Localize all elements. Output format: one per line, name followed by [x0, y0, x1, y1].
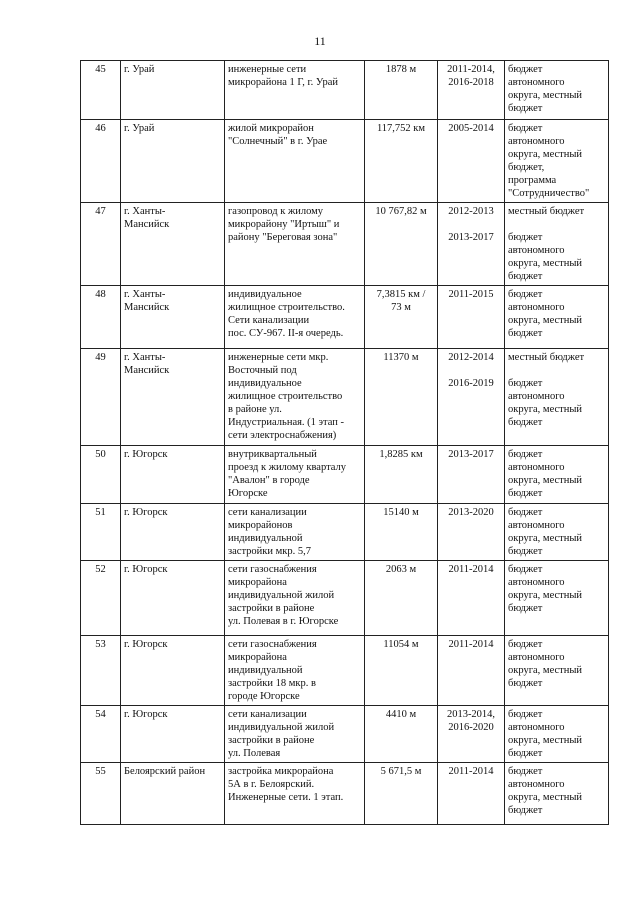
cell-funding — [505, 446, 609, 504]
cell-number: 55 — [81, 763, 121, 825]
cell-line: 2016-2018 — [448, 77, 494, 88]
cell-line: бюджет — [508, 103, 543, 114]
cell-funding — [505, 203, 609, 286]
cell-line: 73 м — [391, 302, 411, 313]
cell-locality — [121, 120, 225, 203]
cell-number: 46 — [81, 120, 121, 203]
cell-line: автономного — [508, 779, 565, 790]
table-row — [81, 61, 609, 120]
cell-line: Белоярский район — [124, 766, 206, 777]
cell-line: Мансийск — [124, 219, 170, 230]
cell-line: газопровод к жилому — [228, 206, 324, 217]
cell-line: г. Урай — [124, 123, 155, 134]
cell-line: бюджет — [508, 766, 543, 777]
cell-line: инженерные сети — [228, 64, 307, 75]
cell-period — [438, 446, 505, 504]
cell-line: индивидуальное — [228, 378, 302, 389]
cell-line: индивидуальной — [228, 533, 303, 544]
cell-line: застройки мкр. 5,7 — [228, 546, 312, 557]
cell-number: 47 — [81, 203, 121, 286]
cell-period — [438, 120, 505, 203]
table-row — [81, 636, 609, 706]
cell-line: местный бюджет — [508, 206, 585, 217]
cell-number: 54 — [81, 706, 121, 763]
cell-line: 2011-2015 — [448, 289, 494, 300]
cell-line: микрорайонов — [228, 520, 293, 531]
cell-object — [225, 446, 365, 504]
cell-line: 117,752 км — [376, 123, 426, 134]
table-row — [81, 349, 609, 446]
cell-line: автономного — [508, 462, 565, 473]
objects-table — [80, 60, 609, 825]
cell-period — [438, 504, 505, 561]
cell-period — [438, 286, 505, 349]
cell-number: 53 — [81, 636, 121, 706]
cell-line: застройка микрорайона — [228, 766, 334, 777]
cell-line: инженерные сети мкр. — [228, 352, 329, 363]
cell-line: жилой микрорайон — [228, 123, 314, 134]
cell-line: бюджет — [508, 417, 543, 428]
cell-line: бюджет — [508, 449, 543, 460]
cell-number: 45 — [81, 61, 121, 120]
cell-locality — [121, 61, 225, 120]
cell-line: бюджет, — [508, 162, 545, 173]
cell-line: г. Ханты- — [124, 289, 166, 300]
cell-line: Индустриальная. (1 этап - — [228, 417, 345, 428]
cell-number: 49 — [81, 349, 121, 446]
cell-line: округа, местный — [508, 475, 583, 486]
cell-line: автономного — [508, 722, 565, 733]
cell-number: 51 — [81, 504, 121, 561]
cell-locality — [121, 706, 225, 763]
cell-number: 48 — [81, 286, 121, 349]
cell-line: бюджет — [508, 289, 543, 300]
cell-line: автономного — [508, 391, 565, 402]
cell-object — [225, 706, 365, 763]
cell-line: бюджет — [508, 805, 543, 816]
cell-line: автономного — [508, 302, 565, 313]
cell-line: 10 767,82 м — [375, 206, 427, 217]
cell-line: автономного — [508, 520, 565, 531]
cell-funding — [505, 504, 609, 561]
cell-line: 4410 м — [385, 709, 417, 720]
cell-funding — [505, 706, 609, 763]
cell-line: округа, местный — [508, 258, 583, 269]
cell-line: округа, местный — [508, 90, 583, 101]
cell-line: индивидуальной жилой — [228, 722, 335, 733]
cell-line: жилищное строительство — [228, 391, 343, 402]
cell-locality — [121, 561, 225, 636]
cell-period — [438, 561, 505, 636]
cell-line: застройки 18 мкр. в — [228, 678, 316, 689]
table-row — [81, 120, 609, 203]
table-row — [81, 706, 609, 763]
cell-line: внутриквартальный — [228, 449, 317, 460]
cell-line: бюджет — [508, 709, 543, 720]
cell-line: г. Ханты- — [124, 352, 166, 363]
cell-line: бюджет — [508, 546, 543, 557]
cell-length — [365, 763, 438, 825]
cell-locality — [121, 763, 225, 825]
cell-funding — [505, 763, 609, 825]
cell-line: 1,8285 км — [379, 449, 423, 460]
table-row — [81, 504, 609, 561]
cell-length — [365, 561, 438, 636]
cell-line: автономного — [508, 136, 565, 147]
cell-locality — [121, 203, 225, 286]
cell-line: 2013-2020 — [448, 507, 494, 518]
cell-line: 2013-2014, — [446, 709, 496, 720]
cell-line: местный бюджет — [508, 352, 585, 363]
cell-line: сети газоснабжения — [228, 639, 317, 650]
cell-period — [438, 203, 505, 286]
cell-line: сети газоснабжения — [228, 564, 317, 575]
cell-line: округа, местный — [508, 590, 583, 601]
cell-line: в районе ул. — [228, 404, 282, 415]
cell-line: 7,3815 км / — [376, 289, 426, 300]
cell-line: 15140 м — [383, 507, 419, 518]
cell-line: округа, местный — [508, 792, 583, 803]
cell-line: 11370 м — [383, 352, 419, 363]
table-body — [81, 61, 609, 825]
cell-object — [225, 61, 365, 120]
cell-line: 2012-2014 — [448, 352, 494, 363]
cell-line: г. Урай — [124, 64, 155, 75]
cell-funding — [505, 636, 609, 706]
cell-line: микрорайона — [228, 652, 287, 663]
cell-period — [438, 349, 505, 446]
cell-length — [365, 61, 438, 120]
cell-line: микрорайона 1 Г, г. Урай — [228, 77, 338, 88]
table-row — [81, 203, 609, 286]
cell-length — [365, 636, 438, 706]
cell-locality — [121, 504, 225, 561]
cell-line: городе Югорске — [228, 691, 300, 702]
cell-period — [438, 636, 505, 706]
page-number: 11 — [314, 34, 326, 48]
cell-object — [225, 504, 365, 561]
cell-line: бюджет — [508, 232, 543, 243]
cell-line: бюджет — [508, 64, 543, 75]
cell-line: автономного — [508, 577, 565, 588]
cell-line: сети канализации — [228, 709, 307, 720]
table-row — [81, 561, 609, 636]
cell-line: бюджет — [508, 378, 543, 389]
cell-line: Инженерные сети. 1 этап. — [228, 792, 344, 803]
cell-line: г. Югорск — [124, 639, 168, 650]
cell-line: 2011-2014 — [448, 639, 494, 650]
table-row — [81, 286, 609, 349]
cell-length — [365, 203, 438, 286]
cell-object — [225, 763, 365, 825]
cell-line: микрорайона — [228, 577, 287, 588]
cell-line: "Солнечный" в г. Урае — [228, 136, 328, 147]
cell-line: 2011-2014, — [447, 64, 495, 75]
cell-line: округа, местный — [508, 404, 583, 415]
cell-line: индивидуальной жилой — [228, 590, 335, 601]
cell-line: округа, местный — [508, 315, 583, 326]
cell-length — [365, 706, 438, 763]
cell-line: ул. Полевая — [228, 748, 281, 759]
cell-line: г. Югорск — [124, 564, 168, 575]
cell-line: 2011-2014 — [448, 564, 494, 575]
cell-line: автономного — [508, 245, 565, 256]
cell-line: пос. СУ-967. II-я очередь. — [228, 328, 344, 339]
cell-line: "Авалон" в городе — [228, 475, 310, 486]
cell-funding — [505, 286, 609, 349]
cell-line: бюджет — [508, 564, 543, 575]
cell-line: 11054 м — [383, 639, 419, 650]
cell-line: бюджет — [508, 328, 543, 339]
cell-object — [225, 203, 365, 286]
cell-line: автономного — [508, 77, 565, 88]
cell-locality — [121, 349, 225, 446]
cell-line: 5А в г. Белоярский. — [228, 779, 315, 790]
cell-line: 2011-2014 — [448, 766, 494, 777]
cell-line: Сети канализации — [228, 315, 310, 326]
cell-line: округа, местный — [508, 149, 583, 160]
cell-object — [225, 561, 365, 636]
cell-object — [225, 120, 365, 203]
cell-length — [365, 120, 438, 203]
cell-line: 2016-2019 — [448, 378, 494, 389]
cell-period — [438, 763, 505, 825]
cell-line: г. Ханты- — [124, 206, 166, 217]
cell-line: бюджет — [508, 123, 543, 134]
cell-line: сети канализации — [228, 507, 307, 518]
cell-line: ул. Полевая в г. Югорске — [228, 616, 339, 627]
cell-length — [365, 286, 438, 349]
cell-line: 2013-2017 — [448, 449, 494, 460]
cell-line: программа — [508, 175, 557, 186]
cell-line: г. Югорск — [124, 449, 168, 460]
cell-funding — [505, 61, 609, 120]
cell-line: индивидуальное — [228, 289, 302, 300]
cell-line: сети электроснабжения) — [228, 430, 337, 441]
cell-line: бюджет — [508, 603, 543, 614]
cell-line: району "Береговая зона" — [228, 232, 338, 243]
cell-line: застройки в районе — [228, 735, 315, 746]
cell-line: бюджет — [508, 639, 543, 650]
cell-line: 2013-2017 — [448, 232, 494, 243]
cell-object — [225, 286, 365, 349]
cell-line: жилищное строительство. — [228, 302, 345, 313]
cell-line: Мансийск — [124, 302, 170, 313]
cell-number: 52 — [81, 561, 121, 636]
cell-line: 2016-2020 — [448, 722, 494, 733]
cell-line: г. Югорск — [124, 507, 168, 518]
cell-line: г. Югорск — [124, 709, 168, 720]
cell-line: 2012-2013 — [448, 206, 494, 217]
cell-line: Восточный под — [228, 365, 297, 376]
table-row — [81, 446, 609, 504]
cell-line: 2063 м — [385, 564, 417, 575]
cell-funding — [505, 120, 609, 203]
cell-number: 50 — [81, 446, 121, 504]
cell-line: бюджет — [508, 488, 543, 499]
cell-line: Югорске — [228, 488, 268, 499]
cell-line: 1878 м — [385, 64, 417, 75]
cell-locality — [121, 446, 225, 504]
cell-line: 5 671,5 м — [380, 766, 422, 777]
cell-line: бюджет — [508, 271, 543, 282]
cell-period — [438, 61, 505, 120]
cell-line: бюджет — [508, 507, 543, 518]
cell-line: 2005-2014 — [448, 123, 494, 134]
cell-line: микрорайону "Иртыш" и — [228, 219, 340, 230]
cell-line: проезд к жилому кварталу — [228, 462, 347, 473]
cell-funding — [505, 561, 609, 636]
cell-line: бюджет — [508, 748, 543, 759]
cell-locality — [121, 636, 225, 706]
cell-length — [365, 446, 438, 504]
cell-line: индивидуальной — [228, 665, 303, 676]
cell-object — [225, 636, 365, 706]
cell-object — [225, 349, 365, 446]
cell-line: округа, местный — [508, 533, 583, 544]
cell-length — [365, 349, 438, 446]
cell-line: автономного — [508, 652, 565, 663]
cell-period — [438, 706, 505, 763]
cell-line: бюджет — [508, 678, 543, 689]
cell-line: Мансийск — [124, 365, 170, 376]
cell-funding — [505, 349, 609, 446]
table-row — [81, 763, 609, 825]
cell-line: "Сотрудничество" — [508, 188, 590, 199]
cell-line: округа, местный — [508, 665, 583, 676]
cell-length — [365, 504, 438, 561]
cell-line: округа, местный — [508, 735, 583, 746]
cell-line: застройки в районе — [228, 603, 315, 614]
cell-locality — [121, 286, 225, 349]
